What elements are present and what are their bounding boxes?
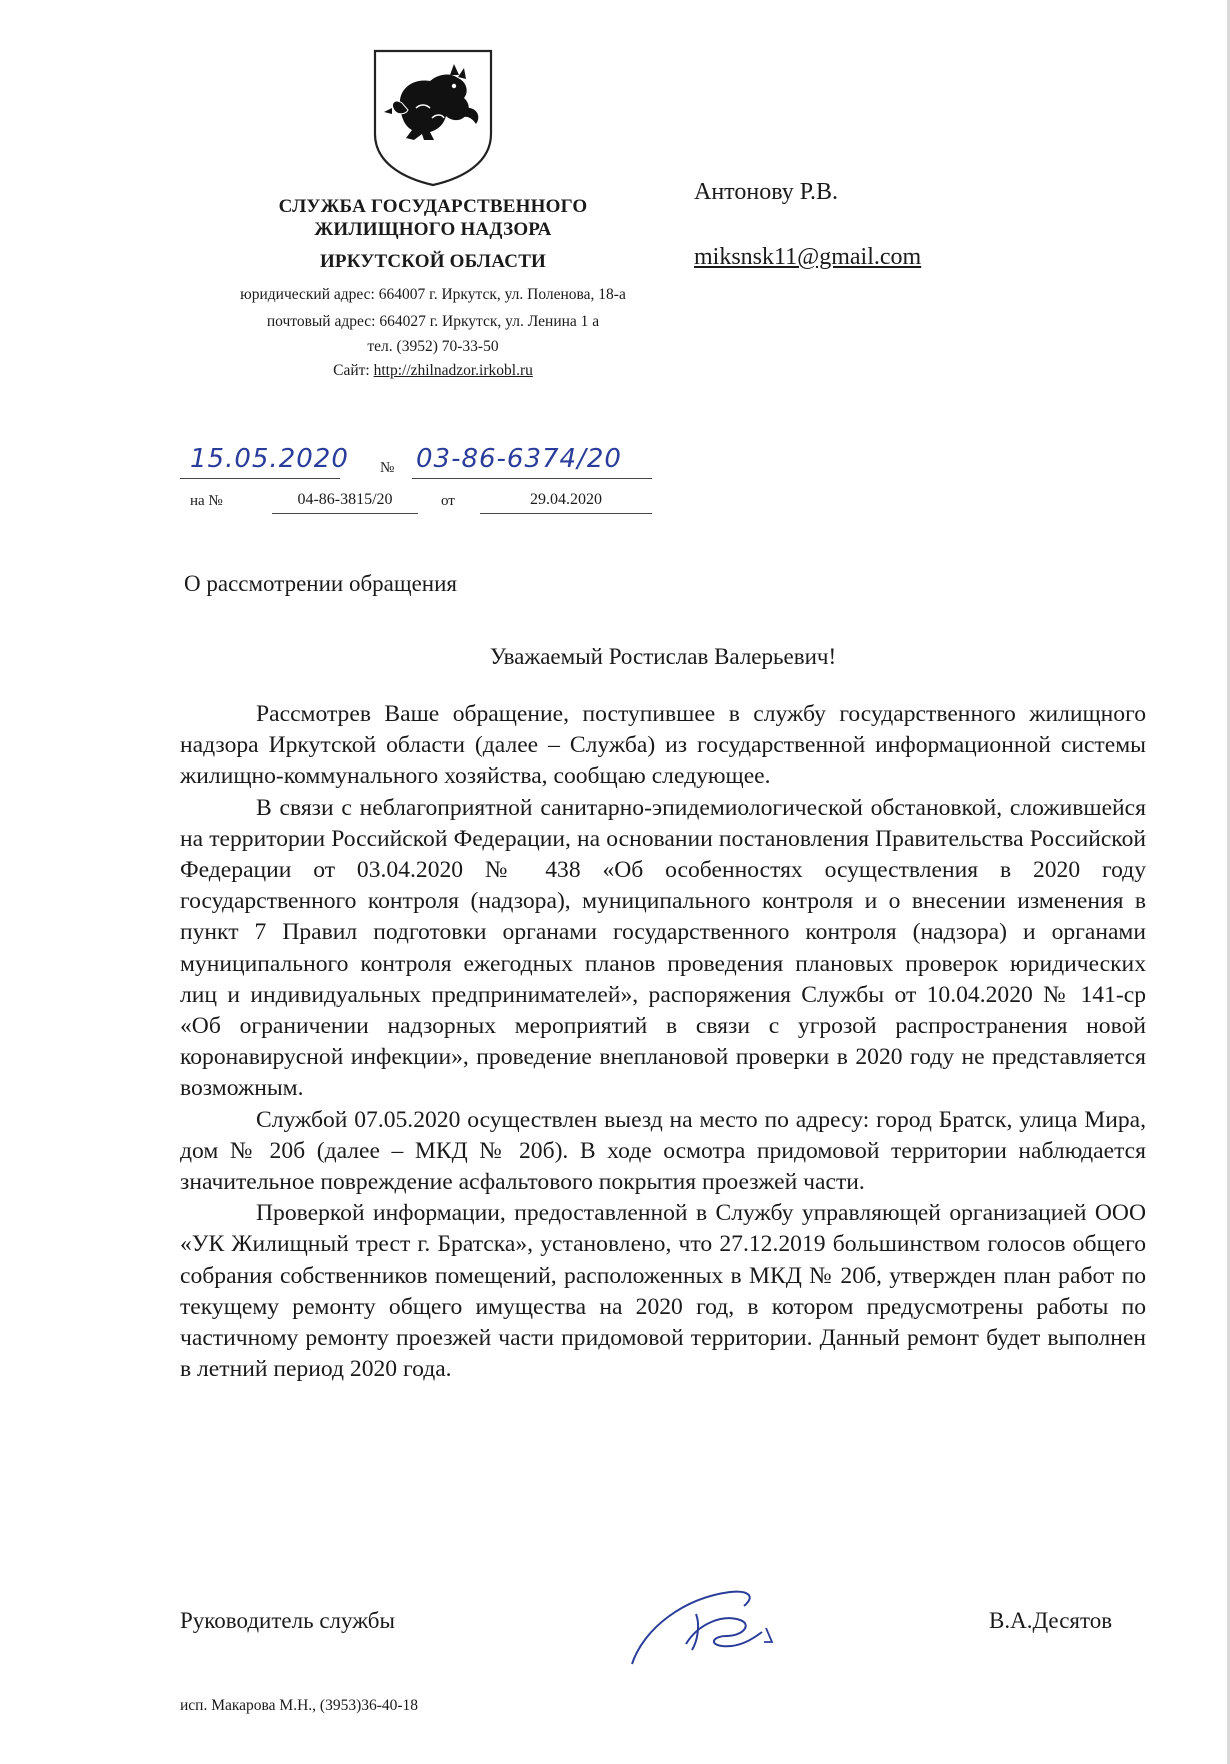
website (180, 362, 686, 381)
addressee-email[interactable]: miksnsk11@gmail.com (694, 244, 922, 270)
outgoing-number-rule (412, 478, 652, 479)
reply-to-date-rule (480, 513, 652, 514)
reply-to-label: на № (190, 493, 223, 509)
postal-address: почтовый адрес: 664027 г. Иркутск, ул. Ленина 1 а (266, 313, 600, 330)
letter-subject: О рассмотрении обращения (184, 571, 457, 596)
salutation: Уважаемый Ростислав Валерьевич! (489, 644, 837, 669)
reply-to-number: 04-86-3815/20 (297, 491, 393, 508)
reply-from-label: от (441, 493, 455, 509)
signatory-name: В.А.Десятов (989, 1608, 1113, 1633)
reply-to-date: 29.04.2020 (530, 491, 602, 508)
handwritten-signature-icon (626, 1584, 786, 1670)
body-paragraph: Проверкой информации, предоставленной в Службу управляющей организацией ООО «УК Жилищный трест г. Братска», установлено, что 27.12.2019 большинством голосов общего собрания собственников помещений, расположенных в МКД № 20б, утвержден план работ по текущему ремонту общего имущества на 2020 год, в котором предусмотрены работы по частичному ремонту проезжей части придомовой территории. Данный ремонт будет выполнен в летний период 2020 года. (180, 1200, 1146, 1383)
outgoing-number: 03-86-6374/20 (416, 444, 622, 474)
org-name-line-3: ИРКУТСКОЙ ОБЛАСТИ (319, 251, 547, 272)
website-label: Сайт: (333, 362, 370, 379)
outgoing-number-label: № (380, 460, 395, 476)
reply-to-number-rule (272, 513, 418, 514)
executor-info: исп. Макарова М.Н., (3953)36-40-18 (180, 1697, 419, 1714)
legal-address: юридический адрес: 664007 г. Иркутск, ул. Поленова, 18-а (240, 286, 626, 303)
org-name-line-1: СЛУЖБА ГОСУДАРСТВЕННОГО (278, 196, 588, 217)
addressee-name: Антонову Р.В. (694, 179, 839, 205)
body-paragraph: Рассмотрев Ваше обращение, поступившее в службу государственного жилищного надзора Иркутской области (далее – Служба) из государственной информационной системы жилищно-коммунального хозяйства, сообщаю следующее. (180, 701, 1146, 790)
signatory-role: Руководитель службы (180, 1608, 395, 1633)
website-link[interactable]: http://zhilnadzor.irkobl.ru (373, 362, 533, 379)
phone: тел. (3952) 70-33-50 (367, 338, 499, 355)
letter-body (180, 699, 1146, 1385)
sable-crest-icon (372, 48, 494, 188)
body-paragraph: Службой 07.05.2020 осуществлен выезд на место по адресу: город Братск, улица Мира, дом № 20б (далее – МКД № 20б). В ходе осмотра придомовой территории наблюдается значительное повреждение асфальтового покрытия проезжей части. (180, 1106, 1146, 1196)
outgoing-date: 15.05.2020 (190, 444, 349, 474)
outgoing-date-rule (180, 478, 340, 479)
body-paragraph: В связи с неблагоприятной санитарно-эпидемиологической обстановкой, сложившейся на территории Российской Федерации, на основании постановления Правительства Российской Федерации от 03.04.2020 № 438 «Об особенностях осуществления в 2020 году государственного контроля (надзора), муниципального контроля и о внесении изменения в пункт 7 Правил подготовки органами государственного контроля (надзора) и органами муниципального контроля ежегодных планов проведения плановых проверок юридических лиц и индивидуальных предпринимателей», распоряжения Службы от 10.04.2020 № 141-ср «Об ограничении надзорных мероприятий в связи с угрозой распространения новой коронавирусной инфекции», проведение внеплановой проверки в 2020 году не представляется возможным. (180, 794, 1146, 1102)
org-name-line-2: ЖИЛИЩНОГО НАДЗОРА (314, 219, 552, 240)
